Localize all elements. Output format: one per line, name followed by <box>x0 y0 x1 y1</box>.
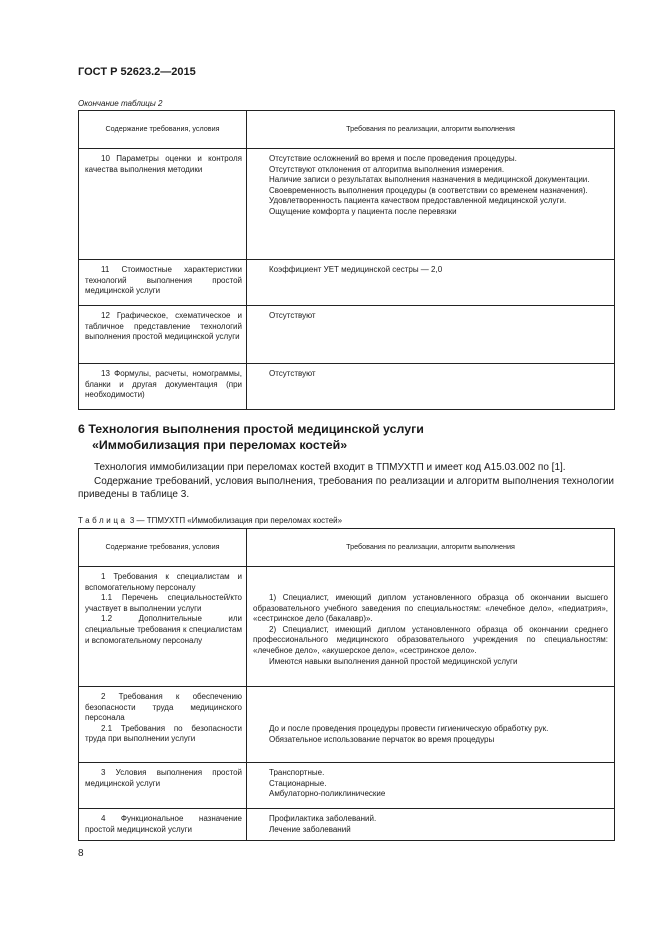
table3-caption-text: 3 — ТПМУХТП «Иммобилизация при переломах костей» <box>129 516 343 525</box>
requirement-line: 1 Требования к специалистам и вспомогательному персоналу <box>85 572 242 592</box>
implementation-line: Отсутствие осложнений во время и после проведения процедуры. <box>269 154 517 163</box>
implementation-line: 2) Специалист, имеющий диплом установленного образца об окончании среднего профессионального медицинского образовательного учреждения по специальностям: «лечебное дело», «акушерское дело», «сестринское дело». <box>253 624 608 655</box>
implementation-line: Транспортные. <box>269 768 325 777</box>
implementation-line: Отсутствуют отклонения от алгоритма выполнения измерения. <box>269 164 505 174</box>
table-row <box>79 687 615 763</box>
table-continuation-label: Окончание таблицы 2 <box>78 99 163 108</box>
section-number: 6 <box>78 422 85 436</box>
requirement-cell: 12 Графическое, схематическое и табличное представление технологий выполнения простой медицинской услуги <box>85 311 242 342</box>
implementation-line: Своевременность выполнения процедуры (в соответствии со временем назначения). <box>269 185 588 195</box>
implementation-line: Профилактика заболеваний. <box>269 814 377 823</box>
table-row <box>79 809 615 841</box>
requirement-line: 4 Функциональное назначение простой медицинской услуги <box>85 814 242 834</box>
table-row <box>79 149 615 260</box>
implementation-line: Ощущение комфорта у пациента после перевязки <box>269 206 457 216</box>
implementation-line: Лечение заболеваний <box>269 824 351 834</box>
implementation-line: Амбулаторно-поликлинические <box>269 789 386 799</box>
table-row <box>79 260 615 306</box>
requirement-cell: 10 Параметры оценки и контроля качества выполнения методики <box>85 154 242 174</box>
table-row <box>79 567 615 687</box>
requirement-line: 3 Условия выполнения простой медицинской услуги <box>85 768 242 788</box>
requirement-line: 1.2 Дополнительные или специальные требования к специалистам и вспомогательному персоналу <box>85 614 242 645</box>
body-paragraph: Содержание требований, условия выполнения, требования по реализации и алгоритм выполнения технологии приведены в таблице 3. <box>78 475 614 500</box>
table-row <box>79 306 615 364</box>
requirement-line: 1.1 Перечень специальностей/кто участвует в выполнении услуги <box>85 593 242 613</box>
section-body <box>78 461 614 502</box>
requirement-line: 2.1 Требования по безопасности труда при выполнении услуги <box>85 723 242 744</box>
page-number: 8 <box>78 848 84 859</box>
table-3 <box>78 528 615 841</box>
implementation-line: Обязательное использование перчаток во время процедуры <box>269 734 495 744</box>
table3-col1-header: Содержание требования, условия <box>79 529 247 567</box>
section-title-line2: «Иммобилизация при переломах костей» <box>92 438 348 452</box>
document-header: ГОСТ Р 52623.2—2015 <box>78 66 196 78</box>
table3-col2-header: Требования по реализации, алгоритм выполнения <box>247 529 615 567</box>
table2-col2-header: Требования по реализации, алгоритм выполнения <box>247 111 615 149</box>
table-2 <box>78 110 615 410</box>
table-row <box>79 364 615 410</box>
implementation-line: Стационарные. <box>269 778 327 788</box>
section-heading <box>78 421 598 453</box>
section-title-line1: Технология выполнения простой медицинской услуги <box>88 422 424 436</box>
requirement-cell: 13 Формулы, расчеты, номограммы, бланки и другая документация (при необходимости) <box>85 369 242 400</box>
table3-caption <box>78 516 342 525</box>
body-paragraph: Технология иммобилизации при переломах костей входит в ТПМУХТП и имеет код А15.03.002 по [1]. <box>94 462 566 473</box>
requirement-cell: 11 Стоимостные характеристики технологий выполнения простой медицинской услуги <box>85 265 242 296</box>
implementation-line: Отсутствуют <box>269 311 316 320</box>
implementation-line: 1) Специалист, имеющий диплом установленного образца об окончании высшего образовательного учебного заведения по специальностям: «лечебное дело», «педиатрия», «сестринское дело (бакалавр)». <box>253 593 608 624</box>
implementation-line: До и после проведения процедуры провести гигиеническую обработку рук. <box>269 724 549 733</box>
requirement-line: 2 Требования к обеспечению безопасности труда медицинского персонала <box>85 692 242 723</box>
table-row <box>79 763 615 809</box>
implementation-line: Наличие записи о результатах выполнения назначения в медицинской документации. <box>269 175 590 185</box>
table3-caption-label: Таблица <box>78 516 128 525</box>
table2-col1-header: Содержание требования, условия <box>79 111 247 149</box>
implementation-line: Имеются навыки выполнения данной простой медицинской услуги <box>269 656 518 666</box>
implementation-line: Удовлетворенность пациента качеством предоставленной медицинской услуги. <box>269 196 567 206</box>
implementation-line: Коэффициент УЕТ медицинской сестры — 2,0 <box>269 265 443 274</box>
implementation-line: Отсутствуют <box>269 369 316 378</box>
